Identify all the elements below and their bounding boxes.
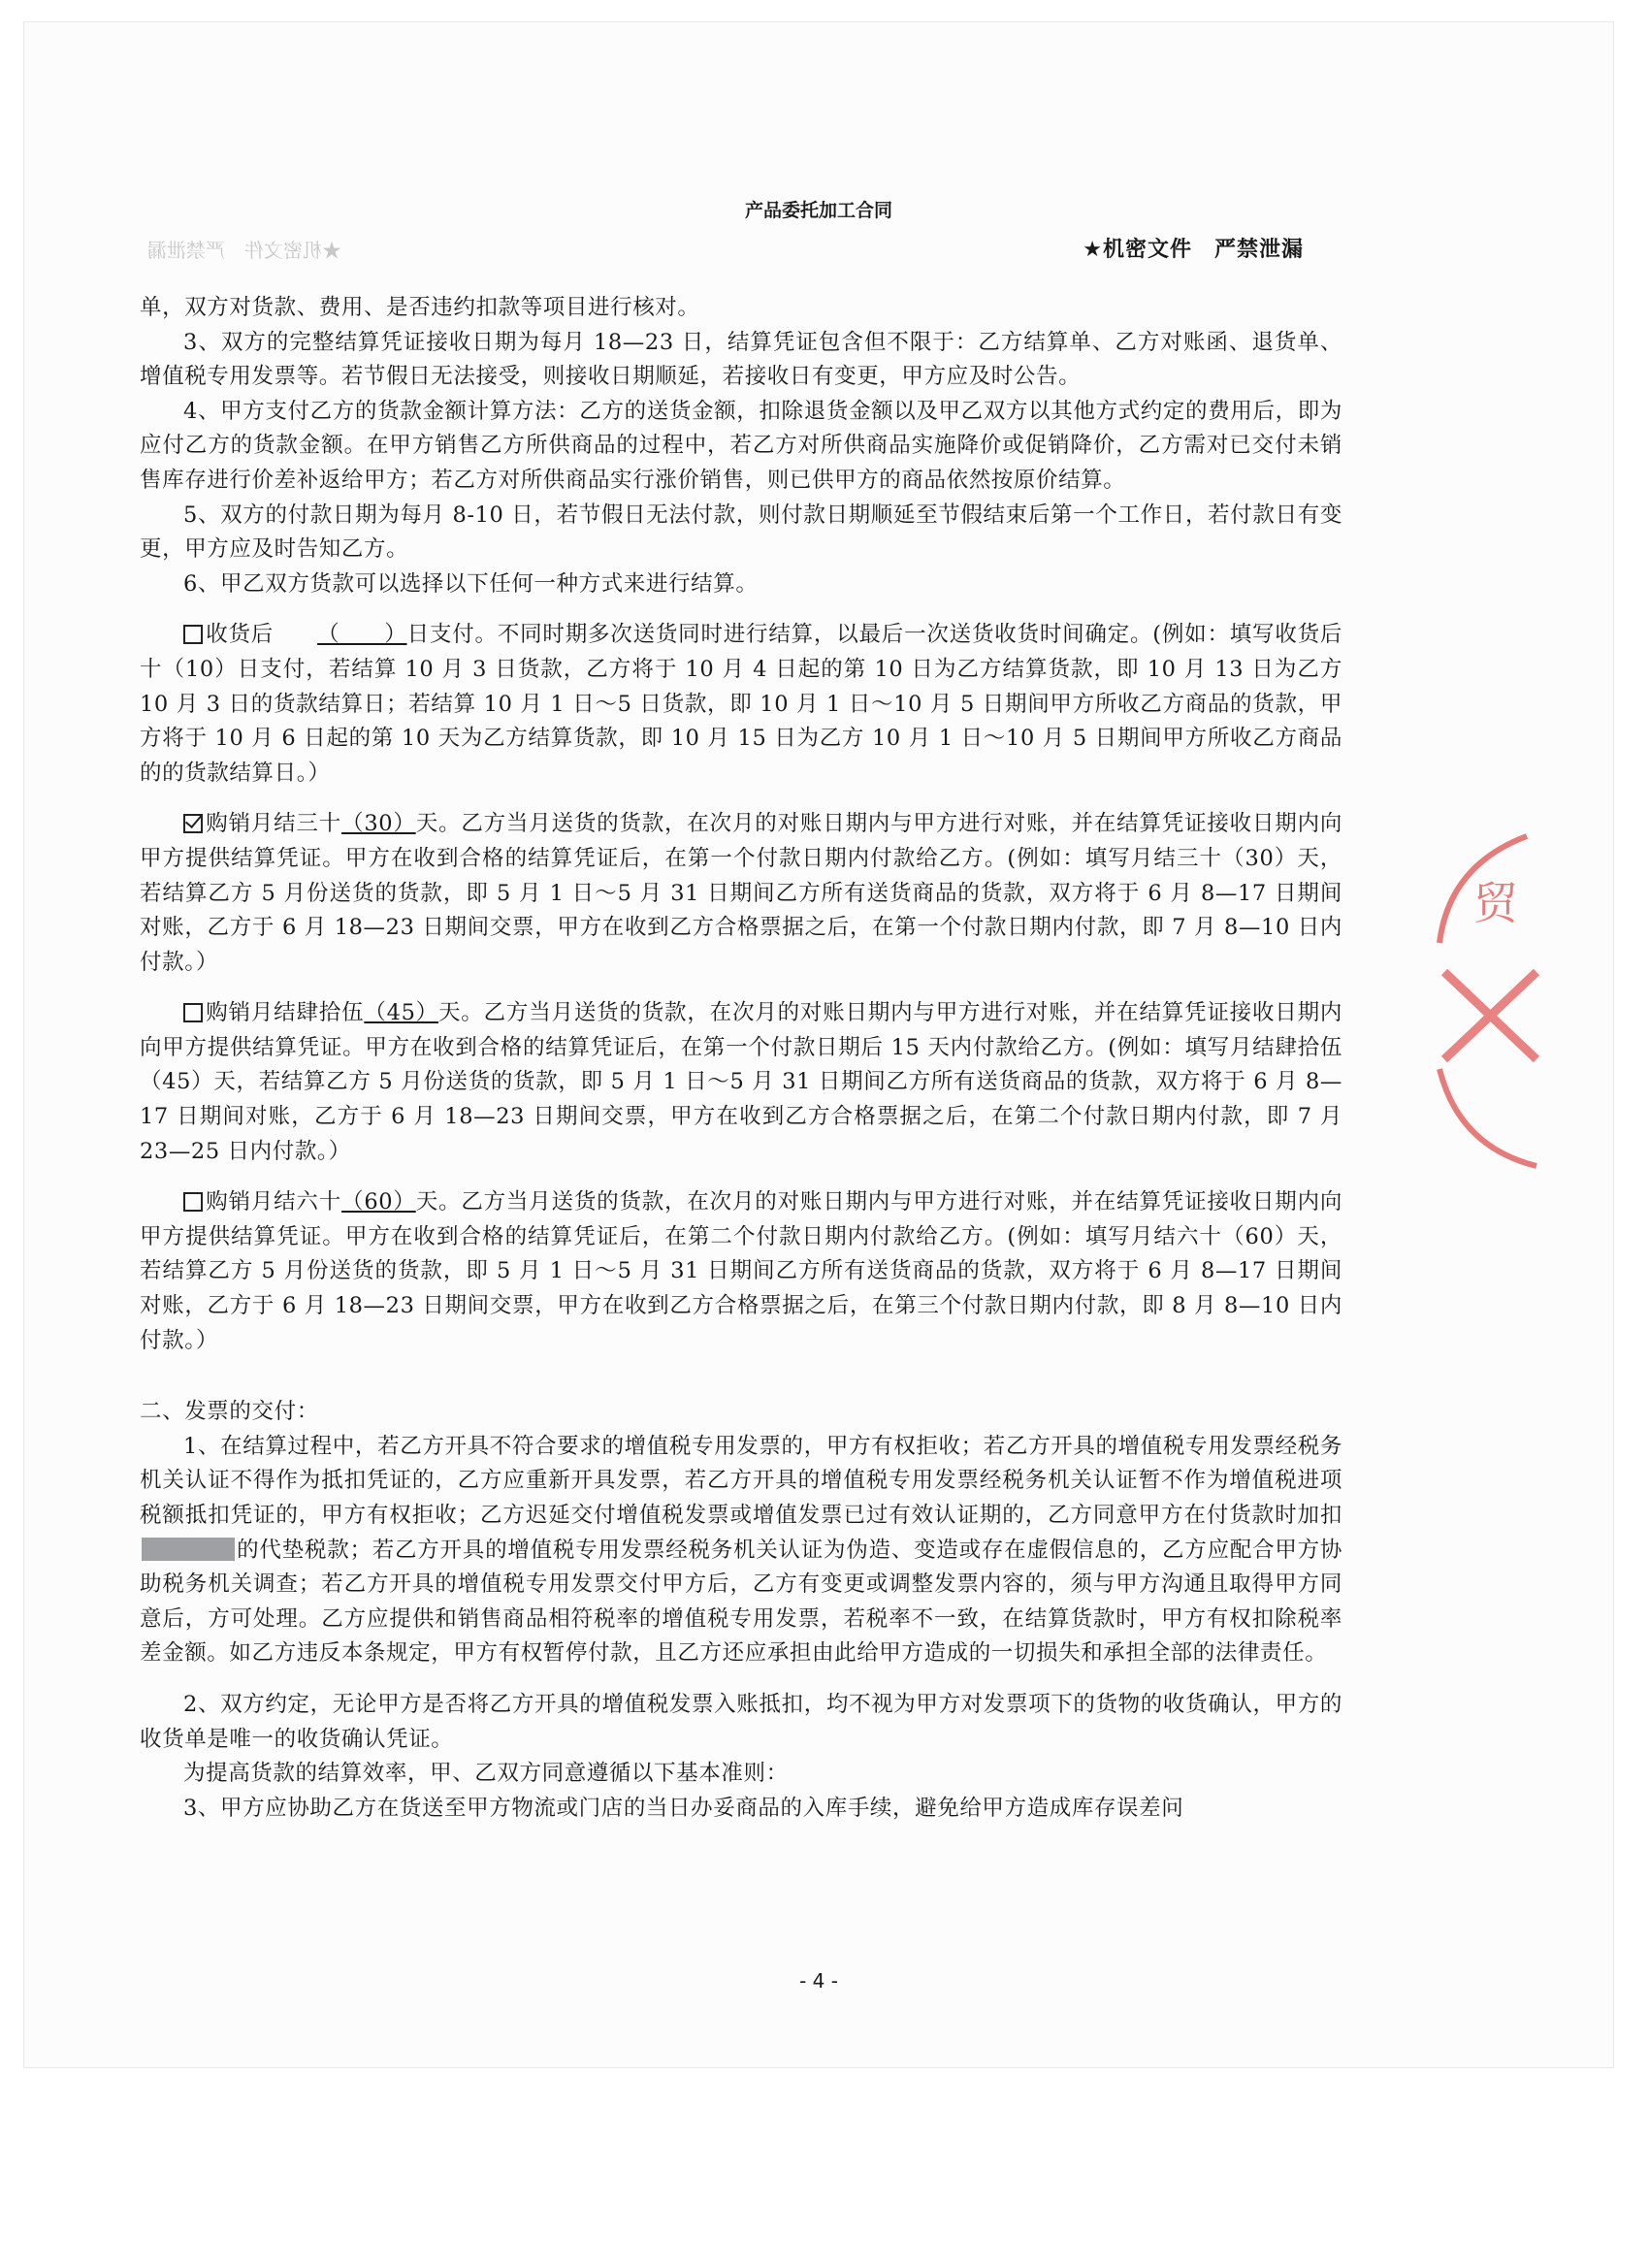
- checkbox[interactable]: [183, 625, 203, 644]
- paragraph-clause-4: 4、甲方支付乙方的货款金额计算方法：乙方的送货金额，扣除退货金额以及甲乙双方以其他方式约定的费用后，即为应付乙方的货款金额。在甲方销售乙方所供商品的过程中，若乙方对所供商品实施降价或促销降价，乙方需对已交付未销售库存进行价差补返给甲方；若乙方对所供商品实行涨价销售，则已供甲方的商品依然按原价结算。: [140, 398, 1342, 493]
- checkbox-checked[interactable]: [183, 814, 203, 833]
- option-lead: 购销月结三十: [206, 811, 342, 837]
- option-text: 天。乙方当月送货的货款，在次月的对账日期内与甲方进行对账，并在结算凭证接收日期内向甲方提供结算凭证。甲方在收到合格的结算凭证后，在第一个付款日期内付款给乙方。(例如：填写月结三十（30）天，若结算乙方 5 月份送货的货款，即 5 月 1 日～5 月 31 日期间乙方所有送货商品的货款，双方将于 6 月 8—17 日期间对账，乙方于 6 月 18—23 日期间交票，甲方在收到乙方合格票据之后，在第一个付款日期内付款，即 7 月 8—10 日内付款。）: [140, 811, 1343, 975]
- option-30-days: [140, 807, 1342, 980]
- paragraph-clause-5: 5、双方的付款日期为每月 8-10 日，若节假日无法付款，则付款日期顺延至节假结束后第一个工作日，若付款日有变更，甲方应及时告知乙方。: [140, 502, 1342, 563]
- paragraph-clause-3: 3、双方的完整结算凭证接收日期为每月 18—23 日，结算凭证包含但不限于：乙方结算单、乙方对账函、退货单、增值税专用发票等。若节假日无法接受，则接收日期顺延，若接收日有变更，甲方应及时公告。: [140, 329, 1342, 390]
- document-sheet: [23, 21, 1614, 2068]
- option-blank: （30）: [341, 811, 416, 837]
- document-title: 产品委托加工合同: [744, 200, 892, 221]
- option-lead: 购销月结六十: [206, 1189, 342, 1215]
- section-2-clause-3: 3、甲方应协助乙方在货送至甲方物流或门店的当日办妥商品的入库手续，避免给甲方造成库存误差问: [183, 1795, 1184, 1821]
- bleed-through-text: ★机密文件 严禁泄漏: [147, 239, 341, 262]
- paragraph-clause-6: 6、甲乙双方货款可以选择以下任何一种方式来进行结算。: [183, 570, 759, 597]
- section-2-clause-2: 2、双方约定，无论甲方是否将乙方开具的增值税发票入账抵扣，均不视为甲方对发票项下的货物的收货确认，甲方的收货单是唯一的收货确认凭证。: [140, 1691, 1342, 1752]
- option-text: 天。乙方当月送货的货款，在次月的对账日期内与甲方进行对账，并在结算凭证接收日期内向甲方提供结算凭证。甲方在收到合格的结算凭证后，在第二个付款日期内付款给乙方。(例如：填写月结六十（60）天，若结算乙方 5 月份送货的货款，即 5 月 1 日～5 月 31 日期间乙方所有送货商品的货款，双方将于 6 月 8—17 日期间对账，乙方于 6 月 18—23 日期间交票，甲方在收到乙方合格票据之后，在第三个付款日期内付款，即 8 月 8—10 日内付款。）: [140, 1189, 1343, 1353]
- red-seal-stamp: [1420, 826, 1556, 1176]
- clause-text-after: 的代垫税款；若乙方开具的增值税专用发票经税务机关认证为伪造、变造或存在虚假信息的，乙方应配合甲方协助税务机关调查；若乙方开具的增值税专用发票交付甲方后，乙方有变更或调整发票内容的，须与甲方沟通且取得甲方同意后，方可处理。乙方应提供和销售商品相符税率的增值税专用发票，若税率不一致，在结算货款时，甲方有权扣除税率差金额。如乙方违反本条规定，甲方有权暂停付款，且乙方还应承担由此给甲方造成的一切损失和承担全部的法律责任。: [140, 1537, 1342, 1667]
- option-blank: （60）: [341, 1189, 416, 1215]
- option-60-days: [140, 1185, 1342, 1358]
- option-lead: 收货后: [206, 622, 275, 648]
- section-2-heading: 二、发票的交付：: [140, 1399, 319, 1425]
- option-blank: （45）: [364, 1000, 438, 1026]
- option-blank: （ ）: [317, 622, 407, 648]
- checkbox[interactable]: [183, 1003, 203, 1022]
- paragraph-continuation: 单，双方对货款、费用、是否违约扣款等项目进行核对。: [140, 295, 700, 320]
- option-text: 天。乙方当月送货的货款，在次月的对账日期内与甲方进行对账，并在结算凭证接收日期内向甲方提供结算凭证。甲方在收到合格的结算凭证后，在第一个付款日期后 15 天内付款给乙方。(例如：填写月结肆拾伍（45）天，若结算乙方 5 月份送货的货款，即 5 月 1 日～5 月 31 日期间乙方所有送货商品的货款，双方将于 6 月 8—17 日期间对账，乙方于 6 月 18—23 日期间交票，甲方在收到乙方合格票据之后，在第二个付款日期内付款，即 7 月 23—25 日内付款。）: [140, 1000, 1342, 1164]
- option-45-days: [140, 996, 1342, 1169]
- section-2-principles: 为提高货款的结算效率，甲、乙双方同意遵循以下基本准则：: [183, 1761, 789, 1787]
- option-lead: 购销月结肆拾伍: [206, 1000, 365, 1026]
- page-number: - 4 -: [799, 1969, 838, 1993]
- option-text: 日支付。不同时期多次送货同时进行结算，以最后一次送货收货时间确定。(例如：填写收货后十（10）日支付，若结算 10 月 3 日货款，乙方将于 10 月 4 日起的第 10 日为乙方结算货款，即 10 月 13 日为乙方 10 月 3 日的货款结算日；若结算 10 月 1 日～5 日货款，即 10 月 1 日～10 月 5 日期间甲方所收乙方商品的货款，甲方将于 10 月 6 日起的第 10 天为乙方结算货款，即 10 月 15 日为乙方 10 月 1 日～10 月 5 日期间甲方所收乙方商品的的货款结算日。）: [140, 622, 1342, 786]
- clause-text-before: 1、在结算过程中，若乙方开具不符合要求的增值税专用发票的，甲方有权拒收；若乙方开具的增值税专用发票经税务机关认证不得作为抵扣凭证的，乙方应重新开具发票，若乙方开具的增值税专用发票经税务机关认证暂不作为增值税进项税额抵扣凭证的，甲方有权拒收；乙方迟延交付增值税发票或增值发票已过有效认证期的，乙方同意甲方在付货款时加扣: [140, 1433, 1342, 1528]
- body-text: [140, 291, 1342, 1826]
- option-receipt: [140, 618, 1342, 791]
- svg-text:贸: 贸: [1473, 877, 1518, 929]
- confidential-mark: ★机密文件 严禁泄漏: [1083, 238, 1304, 262]
- section-2-clause-1: [140, 1430, 1342, 1671]
- checkbox[interactable]: [183, 1192, 203, 1212]
- redacted-amount: [142, 1538, 235, 1561]
